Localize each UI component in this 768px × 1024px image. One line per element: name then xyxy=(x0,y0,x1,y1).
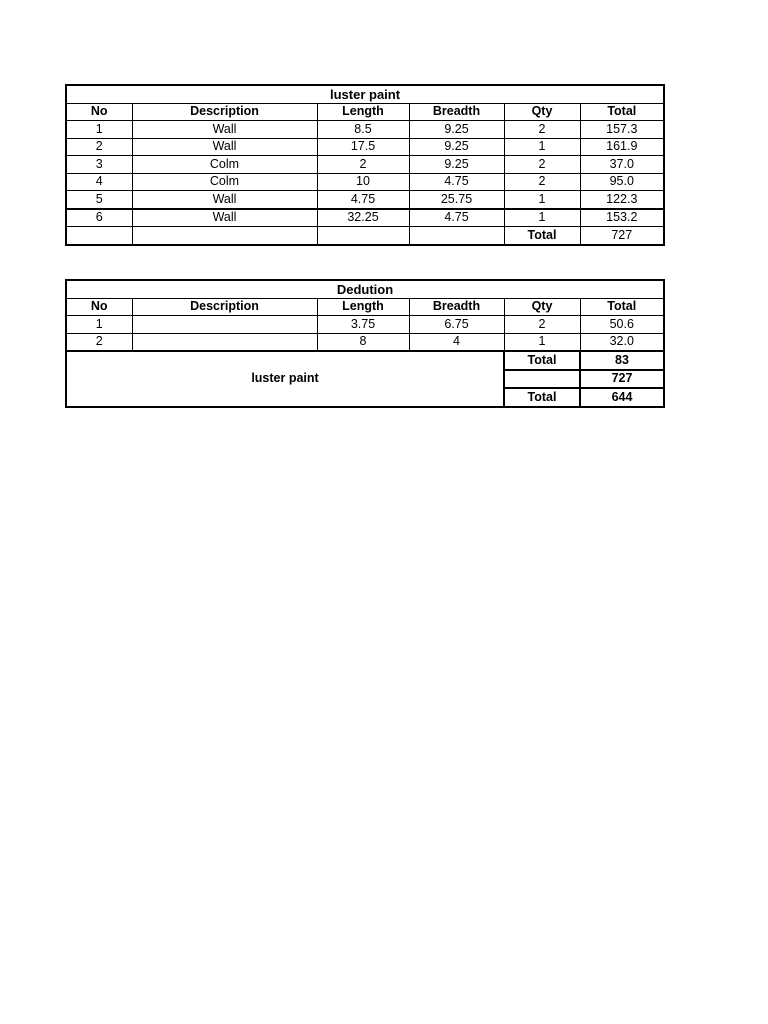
cell-description: Colm xyxy=(132,173,317,191)
cell-no: 3 xyxy=(66,156,132,174)
column-header-qty: Qty xyxy=(504,103,580,121)
cell-length: 8.5 xyxy=(317,121,409,139)
table-row xyxy=(66,121,664,139)
empty-cell xyxy=(317,227,409,245)
net-total-label: Total xyxy=(504,388,580,407)
table-title: Dedution xyxy=(66,280,664,298)
cell-no: 2 xyxy=(66,138,132,156)
cell-description: Wall xyxy=(132,121,317,139)
column-header-no: No xyxy=(66,103,132,121)
cell-breadth: 4 xyxy=(409,333,504,351)
cell-no: 1 xyxy=(66,316,132,334)
table-row xyxy=(66,173,664,191)
column-header-qty: Qty xyxy=(504,298,580,316)
table-row xyxy=(66,333,664,351)
cell-breadth: 25.75 xyxy=(409,191,504,209)
cell-qty: 1 xyxy=(504,209,580,227)
luster-paint-table xyxy=(65,84,665,246)
cell-description: Wall xyxy=(132,138,317,156)
cell-length: 17.5 xyxy=(317,138,409,156)
total-label: Total xyxy=(504,227,580,245)
total-row xyxy=(66,227,664,245)
deduction-table xyxy=(65,279,665,408)
cell-total: 32.0 xyxy=(580,333,664,351)
cell-total: 157.3 xyxy=(580,121,664,139)
cell-total: 95.0 xyxy=(580,173,664,191)
cell-no: 4 xyxy=(66,173,132,191)
cell-qty: 2 xyxy=(504,173,580,191)
cell-no: 2 xyxy=(66,333,132,351)
cell-description xyxy=(132,316,317,334)
cell-breadth: 9.25 xyxy=(409,121,504,139)
cell-qty: 1 xyxy=(504,191,580,209)
table-row xyxy=(66,316,664,334)
cell-qty: 1 xyxy=(504,138,580,156)
cell-breadth: 4.75 xyxy=(409,173,504,191)
cell-total: 37.0 xyxy=(580,156,664,174)
cell-qty: 1 xyxy=(504,333,580,351)
empty-cell xyxy=(504,370,580,389)
column-header-breadth: Breadth xyxy=(409,298,504,316)
cell-total: 161.9 xyxy=(580,138,664,156)
column-header-total: Total xyxy=(580,103,664,121)
total-value: 727 xyxy=(580,227,664,245)
cell-length: 8 xyxy=(317,333,409,351)
cell-length: 10 xyxy=(317,173,409,191)
cell-total: 122.3 xyxy=(580,191,664,209)
table-row xyxy=(66,138,664,156)
empty-cell xyxy=(66,227,132,245)
table-title: luster paint xyxy=(66,85,664,103)
net-total-value: 644 xyxy=(580,388,664,407)
table-row xyxy=(66,156,664,174)
cell-no: 5 xyxy=(66,191,132,209)
cell-length: 32.25 xyxy=(317,209,409,227)
empty-cell xyxy=(409,227,504,245)
column-header-description: Description xyxy=(132,103,317,121)
table-row xyxy=(66,191,664,209)
cell-breadth: 4.75 xyxy=(409,209,504,227)
column-header-length: Length xyxy=(317,298,409,316)
cell-qty: 2 xyxy=(504,156,580,174)
deduction-total-label: Total xyxy=(504,351,580,370)
deduction-total-value: 83 xyxy=(580,351,664,370)
empty-cell xyxy=(132,227,317,245)
column-header-length: Length xyxy=(317,103,409,121)
cell-length: 4.75 xyxy=(317,191,409,209)
cell-description: Wall xyxy=(132,191,317,209)
cell-description: Wall xyxy=(132,209,317,227)
column-header-total: Total xyxy=(580,298,664,316)
cell-total: 50.6 xyxy=(580,316,664,334)
column-header-breadth: Breadth xyxy=(409,103,504,121)
cell-length: 2 xyxy=(317,156,409,174)
cell-description xyxy=(132,333,317,351)
cell-no: 6 xyxy=(66,209,132,227)
cell-breadth: 9.25 xyxy=(409,138,504,156)
cell-breadth: 9.25 xyxy=(409,156,504,174)
cell-length: 3.75 xyxy=(317,316,409,334)
deduction-total-row xyxy=(66,351,664,370)
cell-no: 1 xyxy=(66,121,132,139)
summary-label: luster paint xyxy=(66,351,504,407)
table-row xyxy=(66,209,664,227)
cell-breadth: 6.75 xyxy=(409,316,504,334)
cell-qty: 2 xyxy=(504,316,580,334)
cell-total: 153.2 xyxy=(580,209,664,227)
luster-total-value: 727 xyxy=(580,370,664,389)
cell-qty: 2 xyxy=(504,121,580,139)
column-header-no: No xyxy=(66,298,132,316)
header-row xyxy=(66,298,664,316)
cell-description: Colm xyxy=(132,156,317,174)
column-header-description: Description xyxy=(132,298,317,316)
header-row xyxy=(66,103,664,121)
